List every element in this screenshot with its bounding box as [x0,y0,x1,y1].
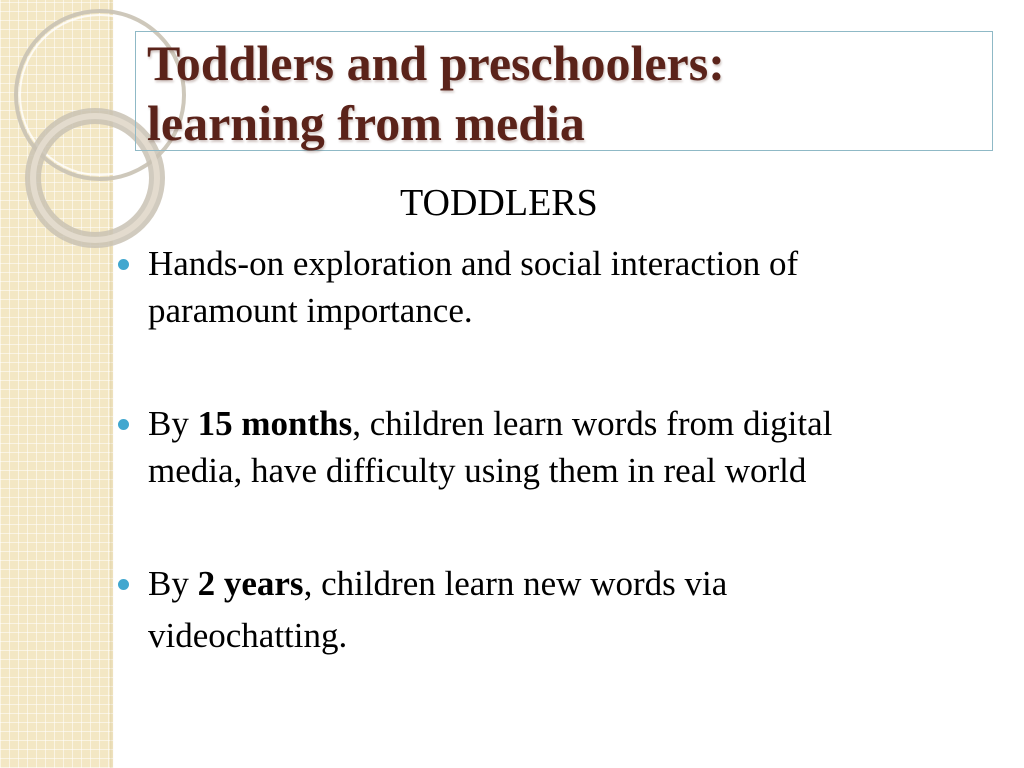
bullet-line: media, have difficulty using them in real world [148,451,807,490]
bullet-text [148,400,948,494]
bullet-line: Hands-on exploration and social interaction of [148,244,799,283]
bullet-emphasis: 2 years [197,564,304,603]
bullet-prefix: By [148,404,198,443]
bullet-suffix: , children learn new words via [303,564,728,603]
bullet-line: paramount importance. [148,291,473,330]
title-line-2: learning from media [147,95,585,151]
bullet-emphasis: 15 months [197,404,353,443]
bullet-suffix: , children learn words from digital [352,404,833,443]
bullet-line [148,560,948,607]
bullet-text [148,560,948,659]
slide-title [147,33,987,153]
bullet-prefix: By [148,564,198,603]
title-line-1: Toddlers and preschoolers: [147,35,725,91]
bullet-line: videochatting. [148,616,348,655]
section-heading: TODDLERS [400,182,598,224]
bullet-icon [118,419,129,430]
bullet-line [148,400,948,447]
bullet-icon [118,579,129,590]
bullet-text [148,240,948,334]
bullet-icon [118,259,129,270]
